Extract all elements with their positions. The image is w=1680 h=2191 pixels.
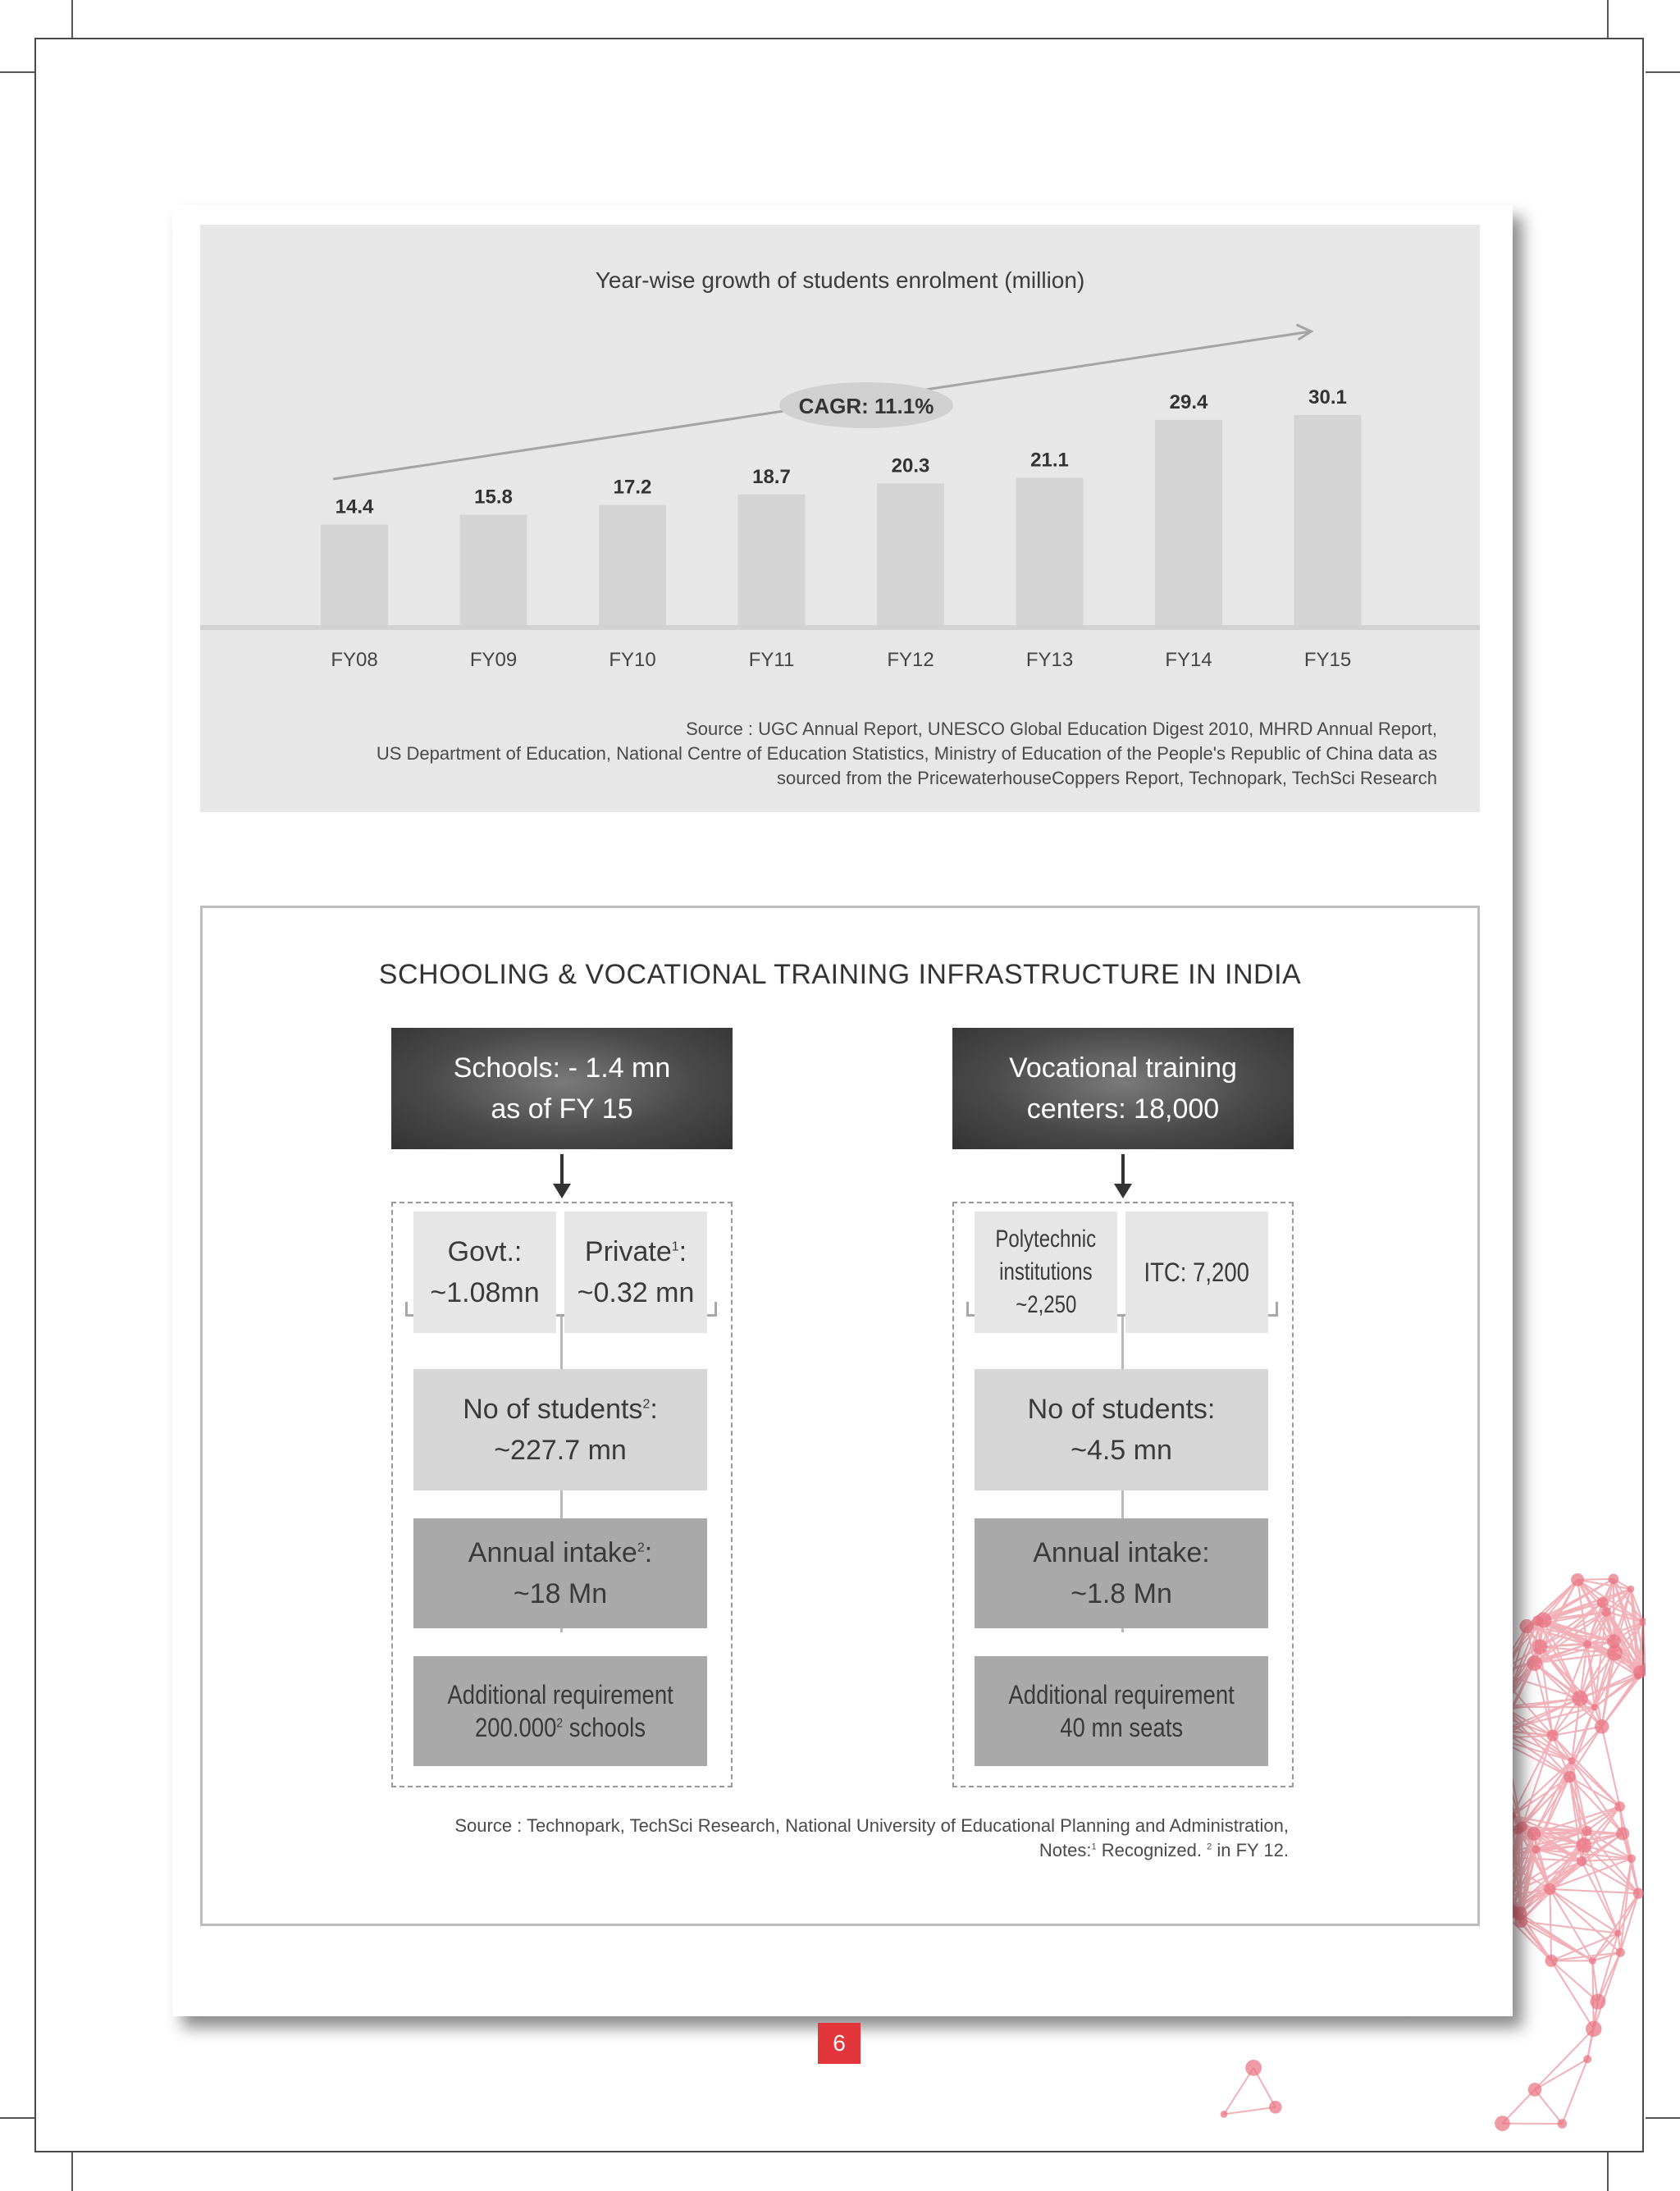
schools-header-line: Schools: - 1.4 mn	[453, 1052, 671, 1084]
school-intake-label	[468, 1532, 652, 1573]
bar-value-label: 15.8	[474, 486, 513, 509]
itc-value: ITC: 7,200	[1144, 1258, 1250, 1287]
baseline	[200, 625, 1480, 630]
content-sheet	[172, 205, 1513, 2016]
vocational-intake-value: ~1.8 Mn	[1071, 1578, 1172, 1609]
down-arrow-icon	[1121, 1154, 1125, 1187]
chart-source-line: sourced from the PricewaterhouseCoppers Report, Technopark, TechSci Research	[776, 768, 1437, 788]
bar-fy15	[1294, 415, 1362, 625]
enrolment-chart-panel	[200, 225, 1480, 812]
school-requirement-label: Additional requirement	[447, 1680, 673, 1709]
vocational-students-value: ~4.5 mn	[1071, 1435, 1172, 1466]
polytechnic-line: institutions	[999, 1258, 1093, 1285]
bar-value-label: 17.2	[613, 476, 652, 499]
school-requirement-box	[413, 1656, 707, 1766]
x-tick-label: FY15	[1303, 649, 1352, 671]
x-tick-label: FY14	[1165, 649, 1212, 671]
vocational-intake-label: Annual intake:	[1033, 1537, 1210, 1568]
bar-fy10	[599, 505, 666, 625]
chart-title: Year-wise growth of students enrolment (million)	[595, 267, 1085, 293]
bar-value-label: 29.4	[1169, 390, 1208, 413]
infrastructure-source	[304, 1814, 1289, 1863]
bar-fy11	[738, 495, 806, 625]
bar-fy09	[460, 515, 527, 625]
down-arrow-icon	[560, 1154, 564, 1187]
school-students-text: No of students	[463, 1394, 643, 1425]
school-requirement-footnote: 2	[556, 1716, 564, 1731]
bar-fy12	[877, 483, 944, 625]
chart-source-line: US Department of Education, National Centre of Education Statistics, Ministry of Education of the People's Republic of China data as	[376, 743, 1437, 764]
school-students-value: ~227.7 mn	[494, 1435, 627, 1466]
vocational-students-label: No of students:	[1027, 1394, 1216, 1425]
polytechnic-box	[975, 1212, 1117, 1333]
vocational-requirement-label: Additional requirement	[1008, 1680, 1235, 1709]
notes-footnote-2: 2	[1207, 1842, 1212, 1852]
schools-header-box	[391, 1028, 733, 1149]
vocational-header-line: Vocational training	[1009, 1052, 1237, 1084]
school-students-footnote: 2	[642, 1397, 651, 1412]
schools-header-line: as of FY 15	[491, 1093, 633, 1125]
x-tick-label: FY10	[609, 649, 656, 671]
school-intake-footnote: 2	[637, 1541, 645, 1555]
bar-value-label: 20.3	[891, 454, 930, 477]
vocational-requirement-value: 40 mn seats	[1060, 1713, 1183, 1742]
bar-value-label: 21.1	[1030, 449, 1069, 472]
vocational-intake-box	[975, 1518, 1268, 1628]
notes-footnote-1: 1	[1091, 1842, 1097, 1852]
school-intake-colon: :	[644, 1537, 653, 1568]
vocational-requirement-box	[975, 1656, 1268, 1766]
x-tick-label: FY08	[331, 649, 378, 671]
polytechnic-line: Polytechnic	[995, 1226, 1097, 1253]
bar-value-label: 18.7	[752, 465, 791, 488]
private-schools-box	[564, 1212, 707, 1333]
page-number: 6	[818, 2023, 861, 2064]
bar-value-label: 14.4	[335, 495, 374, 518]
bar-fy13	[1016, 477, 1084, 625]
school-intake-value: ~18 Mn	[513, 1578, 608, 1609]
infrastructure-notes	[304, 1838, 1289, 1863]
vocational-header-line: centers: 18,000	[1026, 1093, 1220, 1125]
school-students-label	[463, 1389, 658, 1430]
chart-source	[207, 717, 1437, 791]
x-tick-label: FY09	[469, 649, 518, 671]
infrastructure-panel	[200, 906, 1480, 1926]
bar-fy14	[1155, 420, 1222, 625]
polytechnic-value: ~2,250	[1015, 1291, 1077, 1318]
bar-fy08	[321, 524, 388, 625]
private-colon: :	[678, 1236, 687, 1267]
vocational-students-box	[975, 1369, 1268, 1490]
private-value: ~0.32 mn	[577, 1277, 695, 1308]
notes-text-2: in FY 12.	[1212, 1840, 1289, 1860]
vocational-header-box	[952, 1028, 1294, 1149]
school-students-box	[413, 1369, 707, 1490]
infrastructure-source-line: Source : Technopark, TechSci Research, National University of Educational Planning and Administration,	[454, 1815, 1289, 1836]
x-tick-label: FY13	[1025, 649, 1074, 671]
school-students-colon: :	[650, 1394, 658, 1425]
school-requirement-value-line	[475, 1711, 646, 1744]
private-footnote: 1	[671, 1239, 679, 1254]
private-label	[585, 1231, 687, 1272]
bar-value-label: 30.1	[1308, 386, 1347, 409]
cagr-label: CAGR: 11.1%	[798, 394, 934, 418]
itc-box	[1125, 1212, 1268, 1333]
school-intake-box	[413, 1518, 707, 1628]
school-requirement-value: 200.000	[474, 1713, 557, 1742]
govt-value: ~1.08mn	[430, 1277, 540, 1308]
infrastructure-title: SCHOOLING & VOCATIONAL TRAINING INFRASTRUCTURE IN INDIA	[378, 959, 1302, 990]
govt-schools-box	[413, 1212, 556, 1333]
private-label-text: Private	[584, 1236, 672, 1267]
school-intake-text: Annual intake	[468, 1537, 637, 1568]
notes-text-1: Recognized.	[1096, 1840, 1208, 1860]
school-requirement-unit: schools	[563, 1713, 646, 1742]
x-tick-label: FY11	[748, 649, 795, 671]
govt-label: Govt.:	[447, 1236, 523, 1267]
chart-source-line: Source : UGC Annual Report, UNESCO Global Education Digest 2010, MHRD Annual Report,	[686, 719, 1437, 739]
notes-prefix: Notes:	[1039, 1840, 1092, 1860]
x-tick-label: FY12	[887, 649, 934, 671]
